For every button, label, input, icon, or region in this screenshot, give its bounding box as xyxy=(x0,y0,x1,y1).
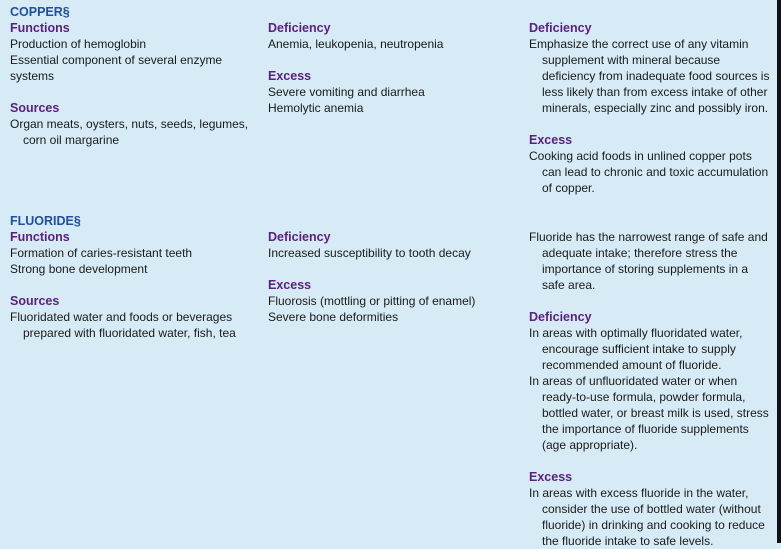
fluoride-deficiency-cell xyxy=(268,229,518,325)
copper-sources-heading: Sources xyxy=(10,101,60,115)
fluoride-nursing-deficiency-heading: Deficiency xyxy=(529,310,592,324)
fluoride-nursing-deficiency-item: In areas with optimally fluoridated water, encourage sufficient intake to supply recommended amount of fluoride. xyxy=(529,326,743,372)
copper-nursing-deficiency-heading: Deficiency xyxy=(529,21,592,35)
fluoride-functions-cell xyxy=(10,213,255,341)
fluoride-excess-heading: Excess xyxy=(268,278,312,292)
copper-sources-text: Organ meats, oysters, nuts, seeds, legumes, corn oil margarine xyxy=(10,117,249,147)
fluoride-sources-heading: Sources xyxy=(10,294,60,308)
copper-excess-heading: Excess xyxy=(268,69,312,83)
copper-nursing-excess-heading: Excess xyxy=(529,133,573,147)
fluoride-nursing-excess-heading: Excess xyxy=(529,470,573,484)
copper-nursing-cell xyxy=(529,20,771,196)
fluoride-nursing-intro: Fluoride has the narrowest range of safe and adequate intake; therefore stress the importance of storing supplements in a safe area. xyxy=(529,230,768,292)
fluoride-nursing-cell xyxy=(529,229,771,549)
fluoride-title: FLUORIDE§ xyxy=(10,214,81,228)
fluoride-deficiency-heading: Deficiency xyxy=(268,230,331,244)
copper-excess-item: Hemolytic anemia xyxy=(268,101,364,115)
copper-functions-cell xyxy=(10,4,255,148)
fluoride-function-item: Formation of caries-resistant teeth xyxy=(10,246,193,260)
fluoride-functions-heading: Functions xyxy=(10,230,70,244)
fluoride-deficiency-text: Increased susceptibility to tooth decay xyxy=(268,246,471,260)
copper-functions-heading: Functions xyxy=(10,21,70,35)
copper-function-item: Essential component of several enzyme systems xyxy=(10,53,223,83)
fluoride-excess-item: Severe bone deformities xyxy=(268,310,399,324)
fluoride-sources-text: Fluoridated water and foods or beverages prepared with fluoridated water, fish, tea xyxy=(10,310,236,340)
fluoride-nursing-deficiency-item: In areas of unfluoridated water or when ready-to-use formula, powder formula, bottled water, or breast milk is used, stress the importance of fluoride supplements (age appropriate). xyxy=(529,374,769,452)
copper-nursing-excess-text: Cooking acid foods in unlined copper pots can lead to chronic and toxic accumulation of copper. xyxy=(529,149,769,195)
copper-title: COPPER§ xyxy=(10,5,70,19)
copper-deficiency-cell xyxy=(268,20,518,116)
fluoride-excess-item: Fluorosis (mottling or pitting of enamel) xyxy=(268,294,476,308)
copper-nursing-deficiency-text: Emphasize the correct use of any vitamin supplement with mineral because deficiency from inadequate food sources is less likely than from excess intake of other minerals, especially zinc and possibly iron. xyxy=(529,37,770,115)
copper-deficiency-text: Anemia, leukopenia, neutropenia xyxy=(268,37,444,51)
fluoride-function-item: Strong bone development xyxy=(10,262,148,276)
copper-deficiency-heading: Deficiency xyxy=(268,21,331,35)
fluoride-nursing-excess-text: In areas with excess fluoride in the water, consider the use of bottled water (without fluoride) in drinking and cooking to reduce the fluoride intake to safe levels. xyxy=(529,486,765,548)
copper-function-item: Production of hemoglobin xyxy=(10,37,147,51)
copper-excess-item: Severe vomiting and diarrhea xyxy=(268,85,425,99)
